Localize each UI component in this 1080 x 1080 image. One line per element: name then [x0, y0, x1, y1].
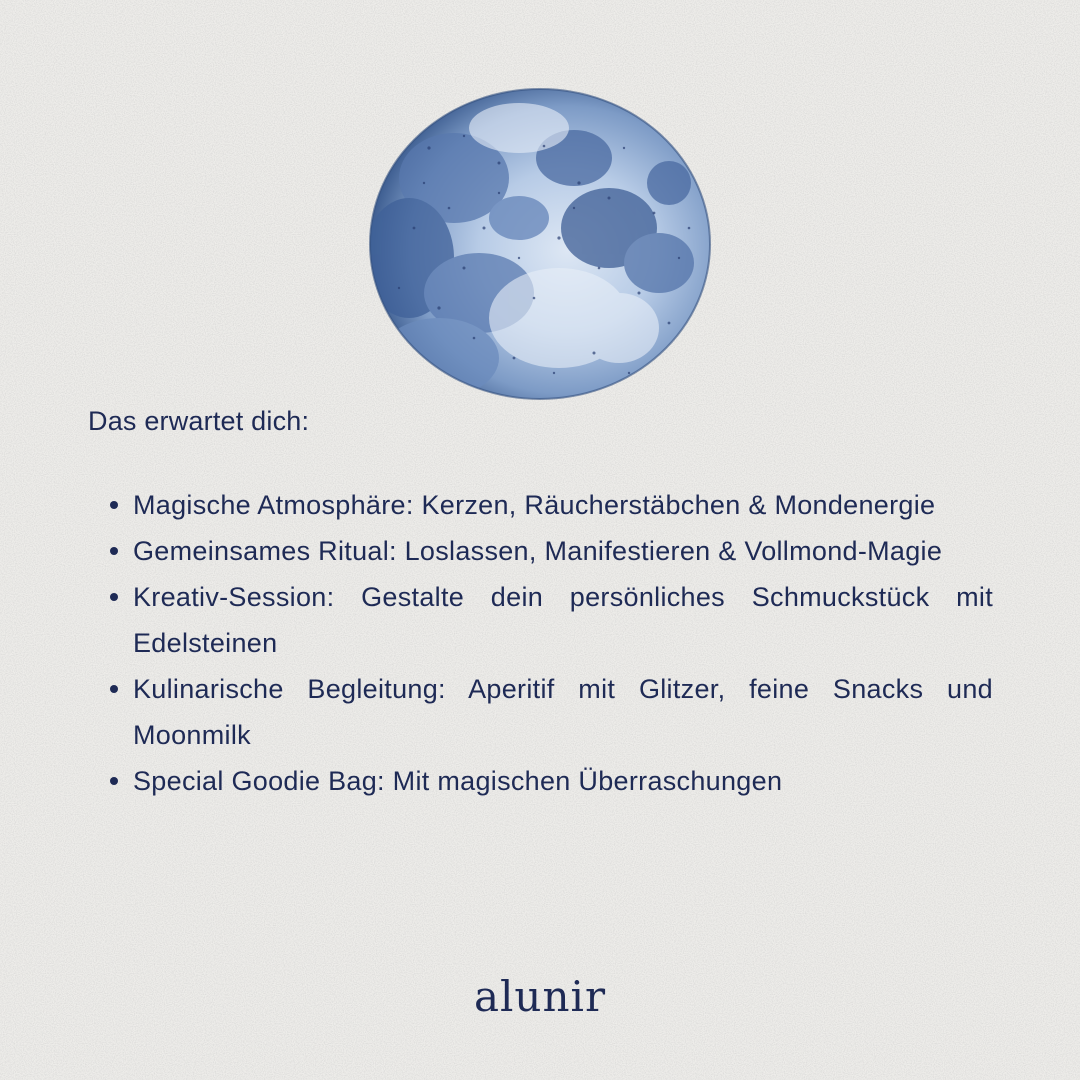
feature-text: Special Goodie Bag: Mit magischen Überraschungen	[133, 766, 783, 796]
moon-illustration	[369, 88, 711, 400]
feature-text: Gemeinsames Ritual: Loslassen, Manifestieren & Vollmond-Magie	[133, 536, 943, 566]
bullet-dot-icon	[110, 501, 118, 509]
list-item	[106, 528, 993, 574]
bullet-dot-icon	[110, 685, 118, 693]
list-item	[106, 758, 993, 804]
bullet-dot-icon	[110, 547, 118, 555]
feature-list	[106, 482, 993, 804]
brand-logo: alunir	[473, 972, 607, 1021]
feature-text: Kreativ-Session: Gestalte dein persönliches Schmuckstück mit Edelsteinen	[133, 582, 993, 658]
list-item	[106, 574, 993, 666]
list-item	[106, 666, 993, 758]
bullet-dot-icon	[110, 777, 118, 785]
intro-heading: Das erwartet dich:	[88, 406, 310, 436]
list-item	[106, 482, 993, 528]
feature-text: Magische Atmosphäre: Kerzen, Räucherstäbchen & Mondenergie	[133, 490, 936, 520]
feature-text: Kulinarische Begleitung: Aperitif mit Glitzer, feine Snacks und Moonmilk	[133, 674, 993, 750]
bullet-dot-icon	[110, 593, 118, 601]
